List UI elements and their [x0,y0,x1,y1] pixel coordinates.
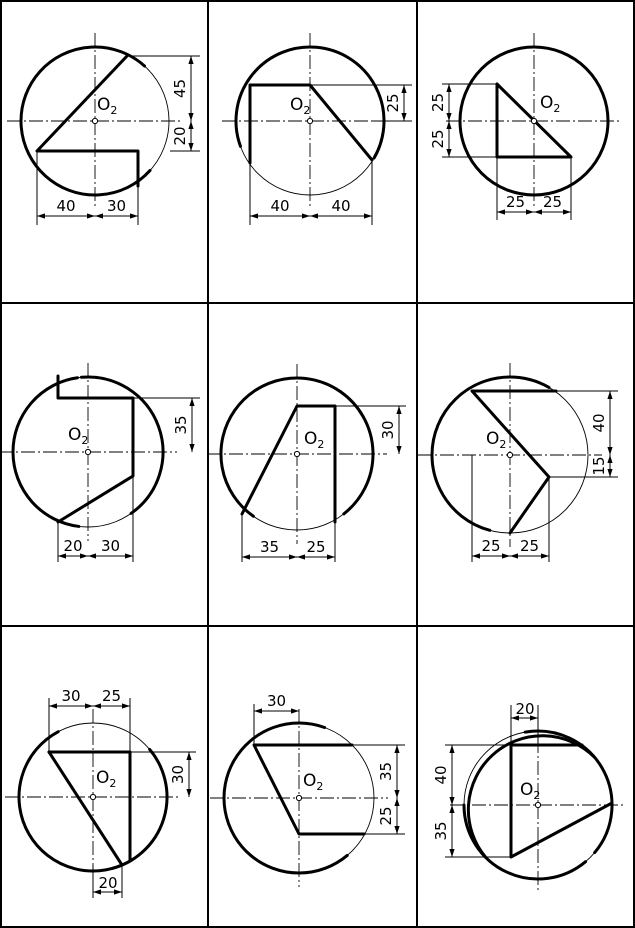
dimension-arrowhead [302,213,310,218]
contour-cut [472,391,556,533]
dimension-arrowhead [541,553,549,558]
center-label: $O_2$ [68,425,89,447]
center-point [507,452,512,457]
dimension-label: 40 [270,197,290,215]
dimension-label: 25 [542,193,563,211]
dimension-label: 35 [377,761,395,782]
center-label: $O_2$ [303,771,324,793]
panel-7 [5,687,196,898]
dimension-arrowhead [472,553,480,558]
dimension-arrowhead [93,703,101,708]
dimension-arrowhead [189,398,194,406]
dimension-label: 30 [266,692,287,710]
dimension-arrowhead [188,121,193,129]
dimension-label: 40 [56,197,76,215]
dimension-arrowhead [49,703,57,708]
dimension-label: 25 [429,129,447,149]
dimension-arrowhead [188,56,193,64]
center-point [92,118,97,123]
contour-cut [250,85,372,163]
dimension-arrowhead [186,789,191,797]
dimension-label: 35 [172,415,190,435]
dimension-arrowhead [534,209,542,214]
dimension-label: 15 [590,456,608,476]
dimension-label: 25 [429,92,447,113]
dimension-arrowhead [510,553,518,558]
dimension-label: 25 [306,538,326,556]
dimension-label: 25 [519,537,540,555]
contour-arc [341,392,373,514]
dimension-arrowhead [394,790,399,798]
center-point [85,449,90,454]
center-point [307,118,312,123]
dimension-arrowhead [446,113,451,121]
contour-cut [242,406,335,522]
dimension-arrowhead [607,447,612,455]
dimension-arrowhead [607,455,612,463]
dimension-arrowhead [607,469,612,477]
dimension-arrowhead [189,444,194,452]
panel-2 [222,33,412,225]
center-point [535,802,540,807]
dimension-arrowhead [526,209,534,214]
panel-1 [7,33,200,225]
dimension-arrowhead [449,849,454,857]
dimension-arrowhead [327,554,335,559]
panel-4 [0,363,200,562]
dimension-label: 35 [259,538,280,556]
dimension-arrowhead [188,113,193,121]
dimension-label: 25 [377,806,395,826]
dimension-arrowhead [497,209,505,214]
dimension-arrowhead [37,213,45,218]
contour-cut [49,752,122,865]
dimension-arrowhead [607,391,612,399]
dimension-label: 20 [63,537,83,555]
center-label: $O_2$ [540,93,561,115]
dimension-arrowhead [291,708,299,713]
contour-arc [432,377,549,530]
dimension-arrowhead [446,121,451,129]
dimension-arrowhead [401,113,406,121]
dimension-label: 20 [98,874,118,892]
dimension-arrowhead [250,213,258,218]
dimension-arrowhead [186,752,191,760]
dimension-arrowhead [449,745,454,753]
dimension-label: 30 [100,537,121,555]
center-label: $O_2$ [304,429,325,451]
dimension-arrowhead [289,554,297,559]
dimension-label: 40 [590,413,608,433]
dimension-label: 20 [515,700,535,718]
dimension-arrowhead [242,554,250,559]
dimension-label: 40 [331,197,351,215]
dimension-arrowhead [297,554,305,559]
dimension-label: 30 [61,687,81,705]
center-point [294,451,299,456]
dimension-arrowhead [188,143,193,151]
center-point [531,118,536,123]
dimension-label: 30 [169,764,187,785]
dimension-label: 25 [481,537,501,555]
dimension-label: 35 [432,821,450,841]
panel-6 [418,363,618,562]
dimension-arrowhead [87,213,95,218]
panel-8 [210,692,405,887]
panel-9 [432,700,626,893]
center-label: $O_2$ [520,780,541,802]
dimension-label: 25 [505,193,526,211]
center-label: $O_2$ [96,768,117,790]
dimension-arrowhead [254,708,262,713]
dimension-arrowhead [446,149,451,157]
panel-3 [429,33,622,220]
dimension-arrowhead [125,553,133,558]
dimension-arrowhead [394,826,399,834]
center-label: $O_2$ [486,429,507,451]
dimension-label: 25 [384,93,402,113]
center-point [296,795,301,800]
dimension-arrowhead [396,406,401,414]
dimension-arrowhead [502,553,510,558]
contour-arc [464,805,586,879]
dimension-arrowhead [85,703,93,708]
center-label: $O_2$ [97,95,118,117]
center-label: $O_2$ [290,95,311,117]
dimension-arrowhead [563,209,571,214]
dimension-label: 40 [432,765,450,785]
center-point [90,794,95,799]
dimension-arrowhead [88,553,96,558]
dimension-arrowhead [449,797,454,805]
dimension-arrowhead [130,213,138,218]
dimension-label: 20 [171,126,189,146]
dimension-arrowhead [394,745,399,753]
dimension-label: 45 [171,78,189,99]
contour-cut [58,376,133,522]
dimension-arrowhead [449,805,454,813]
dimension-arrowhead [364,213,372,218]
dimension-arrowhead [310,213,318,218]
panels [0,33,626,898]
dimension-label: 25 [101,687,122,705]
dimension-label: 30 [379,420,397,440]
dimension-arrowhead [122,703,130,708]
dimension-arrowhead [446,84,451,92]
panel-5 [207,364,406,562]
dimension-arrowhead [394,798,399,806]
dimension-arrowhead [95,213,103,218]
contour-arc [112,749,167,868]
dimension-label: 30 [106,197,127,215]
dimension-arrowhead [396,446,401,454]
dimension-arrowhead [401,85,406,93]
